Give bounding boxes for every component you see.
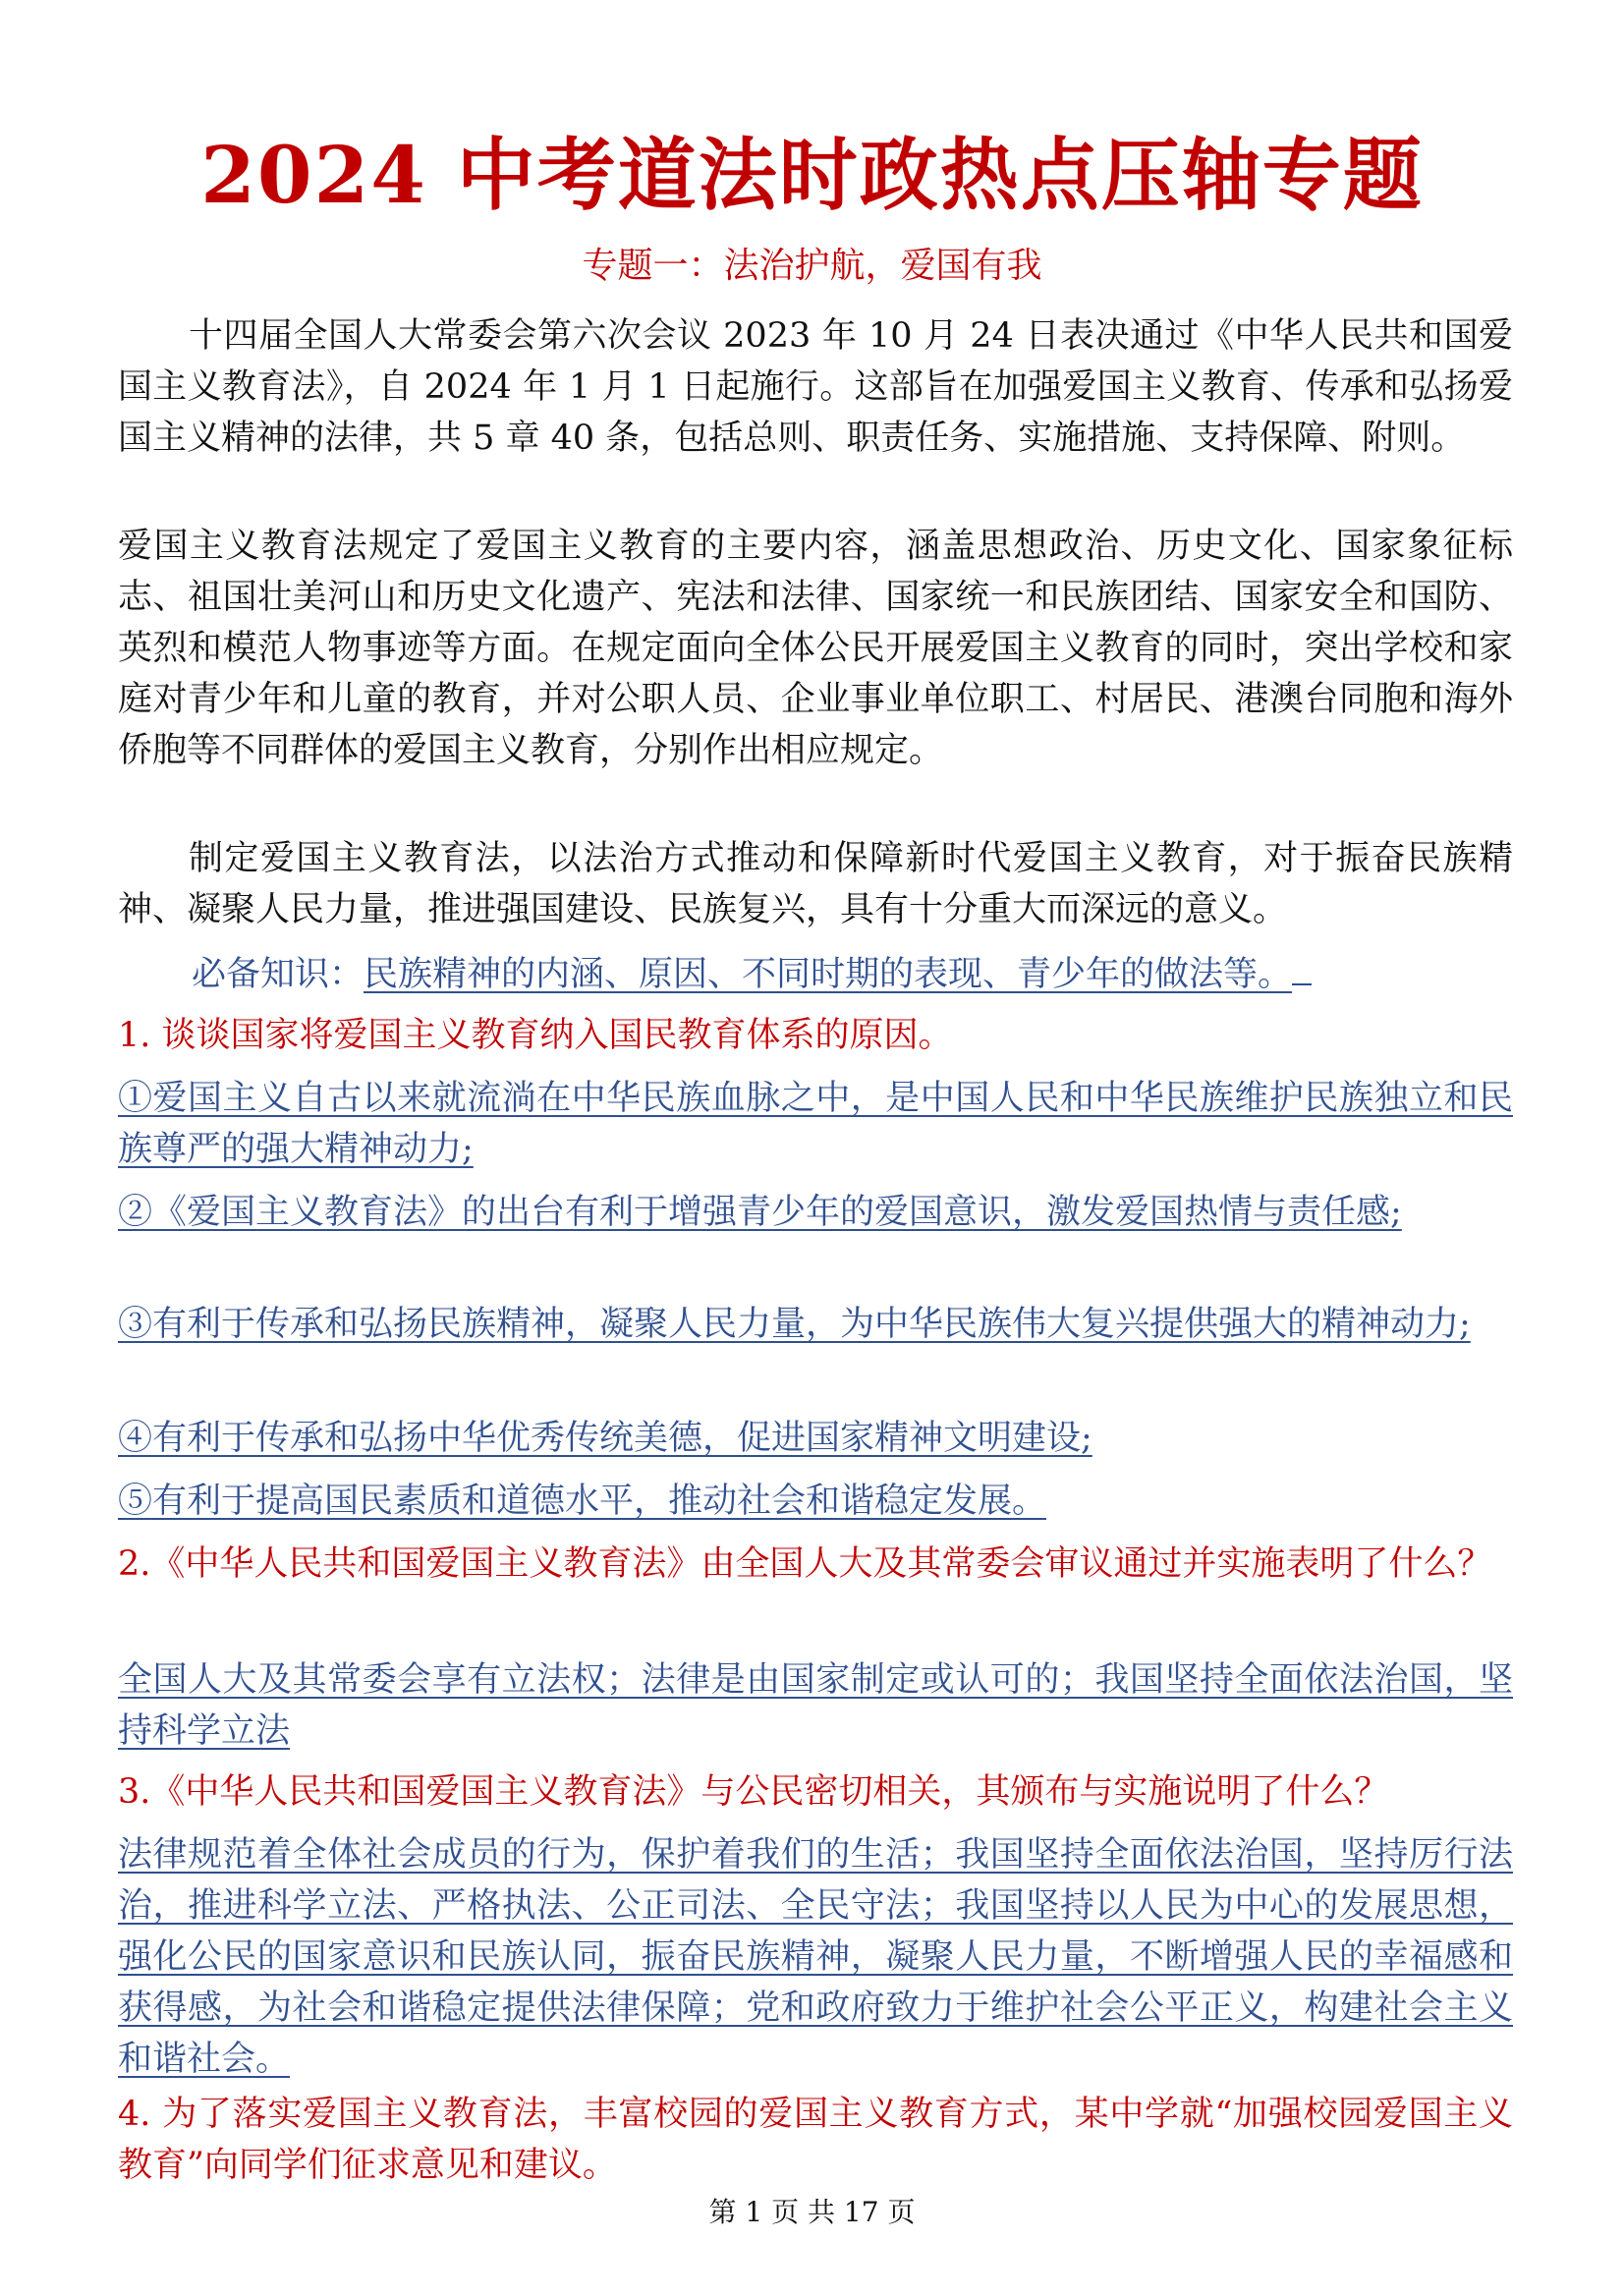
q2-answer: 全国人大及其常委会享有立法权；法律是由国家制定或认可的；我国坚持全面依法治国，坚持科学立法 (118, 1660, 1513, 1751)
must-know-line (192, 949, 1312, 1000)
q1-answer-2: ②《爱国主义教育法》的出台有利于增强青少年的爱国意识，激发爱国热情与责任感; (118, 1193, 1402, 1232)
intro-paragraph-3: 制定爱国主义教育法，以法治方式推动和保障新时代爱国主义教育，对于振奋民族精神、凝聚人民力量，推进强国建设、民族复兴，具有十分重大而深远的意义。 (118, 839, 1513, 929)
must-know-label: 必备知识： (192, 955, 364, 994)
topic-subtitle: 专题一：法治护航，爱国有我 (582, 246, 1042, 286)
question-3: 3.《中华人民共和国爱国主义教育法》与公民密切相关，其颁布与实施说明了什么？ (118, 1772, 1389, 1812)
page-title: 2024 中考道法时政热点压轴专题 (200, 129, 1424, 221)
q3-answer: 法律规范着全体社会成员的行为，保护着我们的生活；我国坚持全面依法治国，坚持厉行法治，推进科学立法、严格执法、公正司法、全民守法；我国坚持以人民为中心的发展思想，强化公民的国家意识和民族认同，振奋民族精神，凝聚人民力量，不断增强人民的幸福感和获得感，为社会和谐稳定提供法律保障；党和政府致力于维护社会公平正义，构建社会主义和谐社会。 (118, 1835, 1513, 2079)
intro-paragraph-2: 爱国主义教育法规定了爱国主义教育的主要内容，涵盖思想政治、历史文化、国家象征标志、祖国壮美河山和历史文化遗产、宪法和法律、国家统一和民族团结、国家安全和国防、英烈和模范人物事迹等方面。在规定面向全体公民开展爱国主义教育的同时，突出学校和家庭对青少年和儿童的教育，并对公职人员、企业事业单位职工、村居民、港澳台同胞和海外侨胞等不同群体的爱国主义教育，分别作出相应规定。 (118, 527, 1513, 770)
q1-answer-1: ①爱国主义自古以来就流淌在中华民族血脉之中，是中国人民和中华民族维护民族独立和民族尊严的强大精神动力; (118, 1079, 1513, 1169)
must-know-text: 民族精神的内涵、原因、不同时期的表现、青少年的做法等。 (364, 955, 1293, 994)
question-2: 2.《中华人民共和国爱国主义教育法》由全国人大及其常委会审议通过并实施表明了什么？ (118, 1544, 1492, 1584)
intro-paragraph-1: 十四届全国人大常委会第六次会议 2023 年 10 月 24 日表决通过《中华人民共和国爱国主义教育法》，自 2024 年 1 月 1 日起施行。这部旨在加强爱国主义教育、传承和弘扬爱国主义精神的法律，共 5 章 40 条，包括总则、职责任务、实施措施、支持保障、附则。 (118, 316, 1513, 458)
question-4: 4. 为了落实爱国主义教育法，丰富校园的爱国主义教育方式，某中学就“加强校园爱国主义教育”向同学们征求意见和建议。 (118, 2095, 1513, 2185)
q1-answer-4: ④有利于传承和弘扬中华优秀传统美德，促进国家精神文明建设; (118, 1419, 1092, 1458)
page-footer: 第 1 页 共 17 页 (708, 2196, 916, 2228)
question-1: 1. 谈谈国家将爱国主义教育纳入国民教育体系的原因。 (118, 1016, 953, 1055)
q1-answer-5: ⑤有利于提高国民素质和道德水平，推动社会和谐稳定发展。 (118, 1482, 1047, 1521)
q1-answer-3: ③有利于传承和弘扬民族精神，凝聚人民力量，为中华民族伟大复兴提供强大的精神动力; (118, 1305, 1471, 1344)
must-know-underline-tail (1292, 983, 1312, 985)
